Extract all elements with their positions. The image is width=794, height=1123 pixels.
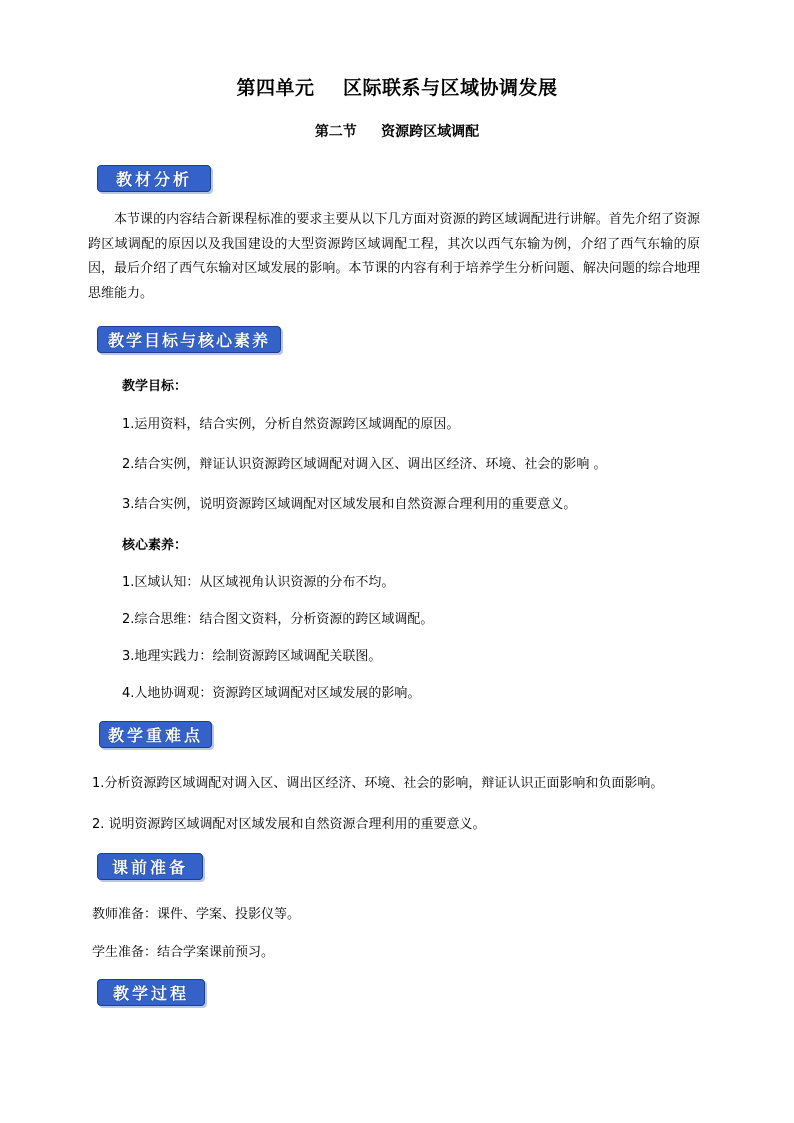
- section-title: 第二节 资源跨区域调配: [314, 124, 480, 140]
- objective-item: 3.结合实例，说明资源跨区域调配对区域发展和自然资源合理利用的重要意义。: [122, 497, 577, 512]
- literacy-label: 核心素养：: [122, 538, 188, 553]
- literacy-item: 2.综合思维：结合图文资料，分析资源的跨区域调配。: [122, 612, 434, 627]
- objectives-label: 教学目标：: [122, 379, 188, 394]
- unit-title: 第四单元 区际联系与区域协调发展: [236, 77, 558, 99]
- objective-item: 1.运用资料，结合实例，分析自然资源跨区域调配的原因。: [122, 417, 460, 432]
- key-point-item: 2. 说明资源跨区域调配对区域发展和自然资源合理利用的重要意义。: [92, 817, 486, 832]
- student-preparation: 学生准备：结合学案课前预习。: [92, 945, 275, 960]
- key-point-item: 1.分析资源跨区域调配对调入区、调出区经济、环境、社会的影响，辩证认识正面影响和负面影响。: [92, 776, 664, 791]
- literacy-item: 1.区域认知：从区域视角认识资源的分布不均。: [122, 575, 395, 590]
- analysis-paragraph: 本节课的内容结合新课程标准的要求主要从以下几方面对资源的跨区域调配进行讲解。首先介绍了资源跨区域调配的原因以及我国建设的大型资源跨区域调配工程，其次以西气东输为例，介绍了西气东输的原因，最后介绍了西气东输对区域发展的影响。本节课的内容有利于培养学生分析问题、解决问题的综合地理思维能力。: [88, 212, 700, 301]
- heading-badge-goals: 教学目标与核心素养: [97, 326, 281, 353]
- heading-badge-analysis: 教材分析: [97, 165, 211, 192]
- literacy-item: 3.地理实践力：绘制资源跨区域调配关联图。: [122, 649, 382, 664]
- heading-badge-process: 教学过程: [97, 979, 205, 1006]
- objective-item: 2.结合实例，辩证认识资源跨区域调配对调入区、调出区经济、环境、社会的影响 。: [122, 457, 607, 472]
- literacy-item: 4.人地协调观：资源跨区域调配对区域发展的影响。: [122, 686, 421, 701]
- heading-badge-key-points: 教学重难点: [99, 721, 212, 748]
- heading-badge-preparation: 课前准备: [97, 853, 203, 880]
- teacher-preparation: 教师准备：课件、学案、投影仪等。: [92, 907, 301, 922]
